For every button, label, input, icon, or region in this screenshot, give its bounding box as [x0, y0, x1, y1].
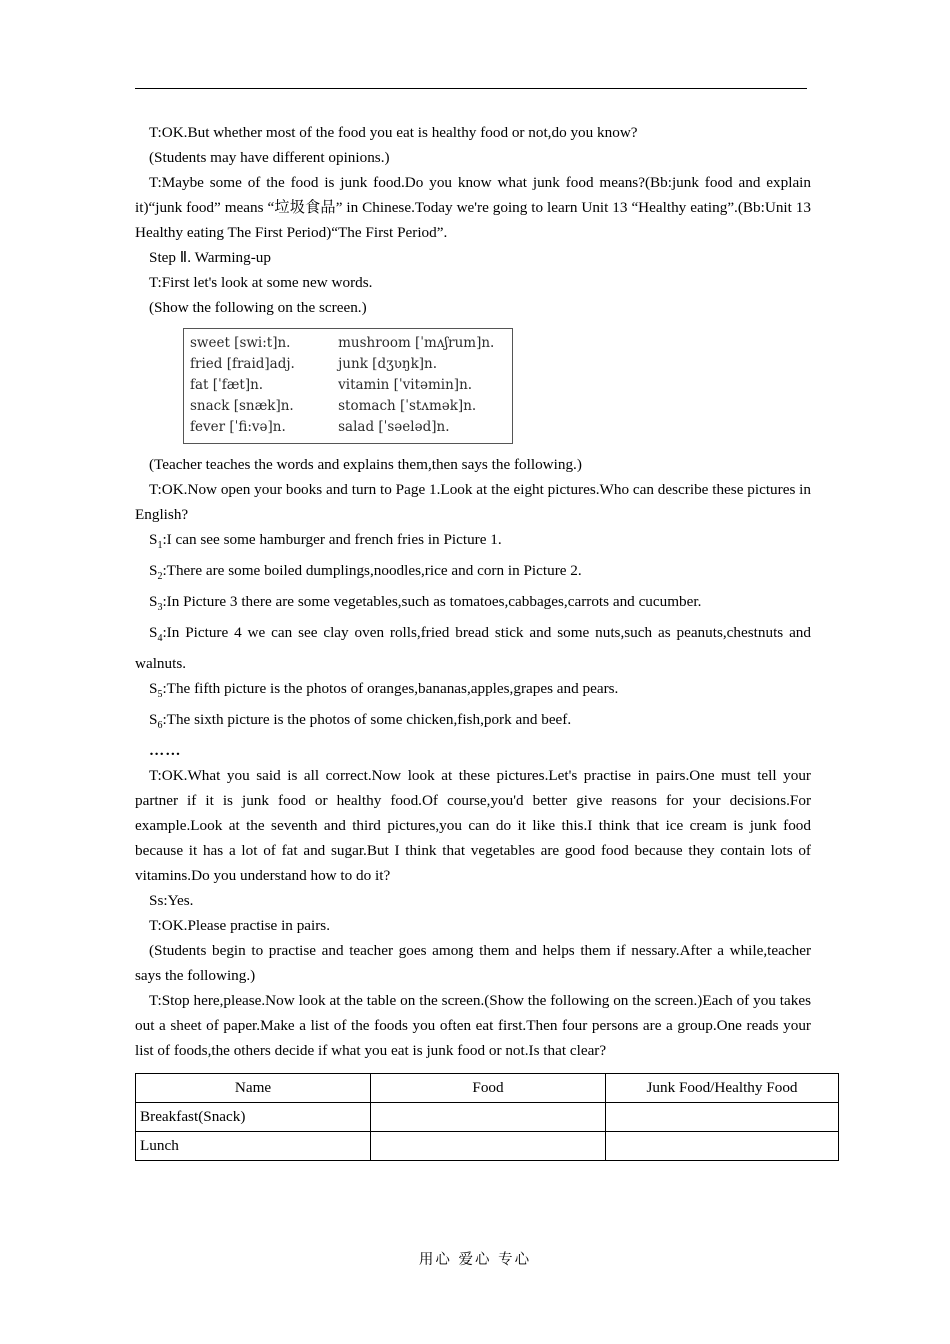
speaker-index: 5 — [157, 689, 163, 701]
speaker-index: 1 — [157, 540, 163, 552]
table-cell-food[interactable] — [371, 1132, 606, 1161]
speaker-index: 2 — [157, 571, 163, 583]
table-row — [136, 1132, 839, 1161]
table-header-junk: Junk Food/Healthy Food — [606, 1074, 839, 1103]
table-cell-junk[interactable] — [606, 1103, 839, 1132]
speaker-label: S — [149, 531, 158, 548]
vocab-word-right: mushroom [ˈmʌʃrum]n. — [338, 335, 495, 351]
paragraph-s2 — [135, 558, 811, 589]
header-rule — [135, 88, 807, 89]
paragraph-s1 — [135, 527, 811, 558]
table-header-row — [136, 1074, 839, 1103]
table-header-name: Name — [136, 1074, 371, 1103]
vocab-word-right: junk [dʒʋŋk]n. — [338, 356, 438, 372]
paragraph-16: T:OK.What you said is all correct.Now look at these pictures.Let's practise in pairs.One must tell your partner if it is junk food or healthy food.Of course,you'd better give reasons for your decisions.For example.Look at the seventh and third pictures,you can do it like this.I think that ice cream is junk food because it has a lot of fat and sugar.But I think that vegetables are good food because they contain lots of vitamins.Do you understand how to do it? — [135, 767, 811, 885]
paragraph-6: (Show the following on the screen.) — [149, 299, 367, 316]
ellipsis-line: …… — [149, 742, 182, 760]
speaker-label: S — [149, 680, 158, 698]
paragraph-s5 — [135, 676, 811, 707]
speaker-text: :In Picture 3 there are some vegetables,such as tomatoes,cabbages,carrots and cucumber. — [162, 593, 702, 611]
vocab-word-right: stomach [ˈstʌmək]n. — [338, 398, 477, 414]
table-cell-meal: Breakfast(Snack) — [136, 1103, 371, 1132]
vocab-row — [190, 396, 506, 417]
vocab-row — [190, 333, 506, 354]
vocab-word-left: fried [fraid]adj. — [190, 356, 295, 372]
table-row — [136, 1103, 839, 1132]
speaker-label: S — [149, 711, 158, 729]
vocab-row — [190, 354, 506, 375]
paragraph-2: (Students may have different opinions.) — [149, 149, 390, 166]
vocab-word-left: fever [ˈfi:və]n. — [190, 419, 286, 435]
paragraph-1: T:OK.But whether most of the food you eat is healthy food or not,do you know? — [149, 124, 638, 141]
paragraph-17: Ss:Yes. — [149, 892, 194, 910]
vocab-word-right: salad [ˈsəeləd]n. — [338, 419, 450, 435]
speaker-label: S — [149, 624, 158, 642]
vocab-word-left: snack [snæk]n. — [190, 398, 294, 414]
table-cell-junk[interactable] — [606, 1132, 839, 1161]
vocab-word-left: fat [ˈfæt]n. — [190, 377, 264, 393]
paragraph-3: T:Maybe some of the food is junk food.Do you know what junk food means?(Bb:junk food and explain it)“junk food” means “垃圾食品” in Chinese.Today we're going to learn Unit 13 “Healthy eating”.(Bb:Unit 13 Healthy eating The First Period)“The First Period”. — [135, 174, 811, 241]
document-body — [135, 120, 811, 1161]
speaker-text: :The sixth picture is the photos of some chicken,fish,pork and beef. — [162, 711, 572, 729]
speaker-label: S — [149, 593, 158, 611]
vocab-row — [190, 375, 506, 396]
table-cell-meal: Lunch — [136, 1132, 371, 1161]
vocab-word-left: sweet [swi:t]n. — [190, 335, 291, 351]
paragraph-7: (Teacher teaches the words and explains them,then says the following.) — [149, 456, 582, 473]
paragraph-18: T:OK.Please practise in pairs. — [149, 917, 331, 935]
paragraph-19: (Students begin to practise and teacher goes among them and helps them if nessary.After a while,teacher says the following.) — [135, 942, 811, 985]
food-table — [135, 1073, 839, 1161]
speaker-label: S — [149, 562, 158, 580]
speaker-index: 3 — [157, 602, 163, 614]
speaker-index: 4 — [157, 633, 163, 645]
table-cell-food[interactable] — [371, 1103, 606, 1132]
speaker-text: :The fifth picture is the photos of oranges,bananas,apples,grapes and pears. — [162, 680, 619, 698]
paragraph-8: T:OK.Now open your books and turn to Page 1.Look at the eight pictures.Who can describe these pictures in English? — [135, 481, 811, 523]
vocab-word-right: vitamin [ˈvitəmin]n. — [338, 377, 473, 393]
paragraph-s6 — [135, 707, 811, 738]
vocab-row — [190, 417, 506, 438]
speaker-text: :There are some boiled dumplings,noodles,rice and corn in Picture 2. — [162, 562, 582, 580]
speaker-index: 6 — [157, 720, 163, 732]
paragraph-20: T:Stop here,please.Now look at the table on the screen.(Show the following on the screen.)Each of you takes out a sheet of paper.Make a list of the foods you often eat first.Then four persons are a group.One reads your list of foods,the others decide if what you eat is junk food or not.Is that clear? — [135, 992, 811, 1060]
paragraph-5: T:First let's look at some new words. — [149, 274, 373, 291]
page-footer: 用心 爱心 专心 — [418, 1252, 532, 1268]
table-header-food: Food — [371, 1074, 606, 1103]
speaker-text: :I can see some hamburger and french fries in Picture 1. — [162, 531, 502, 548]
paragraph-s3 — [135, 589, 811, 620]
paragraph-step2-heading: Step Ⅱ. Warming-up — [149, 249, 271, 266]
speaker-text: :In Picture 4 we can see clay oven rolls,fried bread stick and some nuts,such as peanuts,chestnuts and walnuts. — [135, 624, 811, 673]
paragraph-s4 — [135, 620, 811, 676]
vocabulary-box — [183, 328, 513, 444]
